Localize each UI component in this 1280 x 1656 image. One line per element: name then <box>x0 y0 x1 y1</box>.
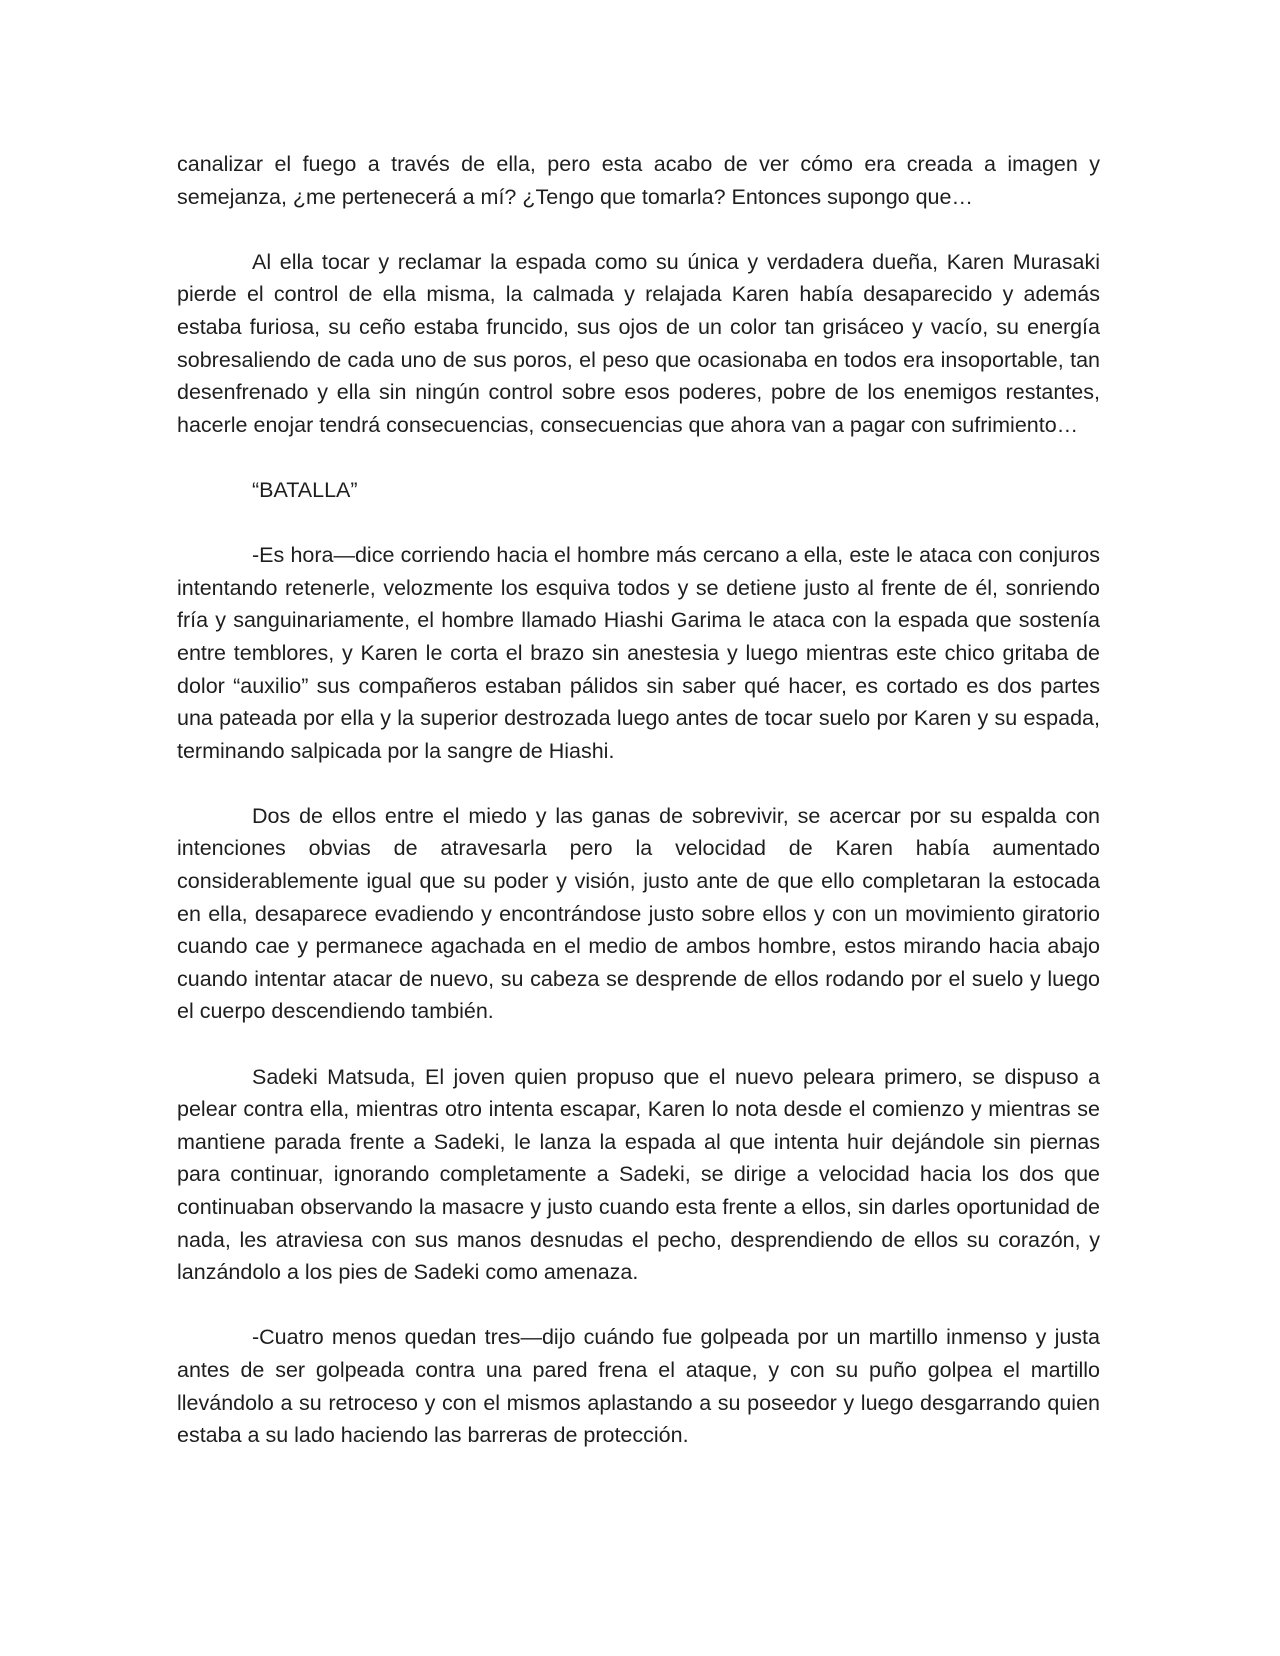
paragraph: Dos de ellos entre el miedo y las ganas de sobrevivir, se acercar por su espalda con intenciones obvias de atravesarla pero la velocidad de Karen había aumentado considerablemente igual que su poder y visión, justo ante de que ello completaran la estocada en ella, desaparece evadiendo y encontrándose justo sobre ellos y con un movimiento giratorio cuando cae y permanece agachada en el medio de ambos hombre, estos mirando hacia abajo cuando intentar atacar de nuevo, su cabeza se desprende de ellos rodando por el suelo y luego el cuerpo descendiendo también. <box>177 803 1100 1024</box>
section-heading: “BATALLA” <box>252 477 358 502</box>
paragraph: Al ella tocar y reclamar la espada como su única y verdadera dueña, Karen Murasaki pierde el control de ella misma, la calmada y relajada Karen había desaparecido y además estaba furiosa, su ceño estaba fruncido, sus ojos de un color tan grisáceo y vacío, su energía sobresaliendo de cada uno de sus poros, el peso que ocasionaba en todos era insoportable, tan desenfrenado y ella sin ningún control sobre esos poderes, pobre de los enemigos restantes, hacerle enojar tendrá consecuencias, consecuencias que ahora van a pagar con sufrimiento… <box>177 249 1100 437</box>
paragraph: Sadeki Matsuda, El joven quien propuso que el nuevo peleara primero, se dispuso a pelear contra ella, mientras otro intenta escapar, Karen lo nota desde el comienzo y mientras se mantiene parada frente a Sadeki, le lanza la espada al que intenta huir dejándole sin piernas para continuar, ignorando completamente a Sadeki, se dirige a velocidad hacia los dos que continuaban observando la masacre y justo cuando esta frente a ellos, sin darles oportunidad de nada, les atraviesa con sus manos desnudas el pecho, desprendiendo de ellos su corazón, y lanzándolo a los pies de Sadeki como amenaza. <box>177 1064 1100 1285</box>
paragraph: -Es hora—dice corriendo hacia el hombre más cercano a ella, este le ataca con conjuros intentando retenerle, velozmente los esquiva todos y se detiene justo al frente de él, sonriendo fría y sanguinariamente, el hombre llamado Hiashi Garima le ataca con la espada que sostenía entre temblores, y Karen le corta el brazo sin anestesia y luego mientras este chico gritaba de dolor “auxilio” sus compañeros estaban pálidos sin saber qué hacer, es cortado es dos partes una pateada por ella y la superior destrozada luego antes de tocar suelo por Karen y su espada, terminando salpicada por la sangre de Hiashi. <box>177 543 1100 763</box>
paragraph: -Cuatro menos quedan tres—dijo cuándo fue golpeada por un martillo inmenso y justa antes de ser golpeada contra una pared frena el ataque, y con su puño golpea el martillo llevándolo a su retroceso y con el mismos aplastando a su poseedor y luego desgarrando quien estaba a su lado haciendo las barreras de protección. <box>177 1325 1100 1448</box>
body-text <box>177 148 1100 1452</box>
paragraph-continuation: canalizar el fuego a través de ella, pero esta acabo de ver cómo era creada a imagen y semejanza, ¿me pertenecerá a mí? ¿Tengo que tomarla? Entonces supongo que… <box>177 152 1100 209</box>
